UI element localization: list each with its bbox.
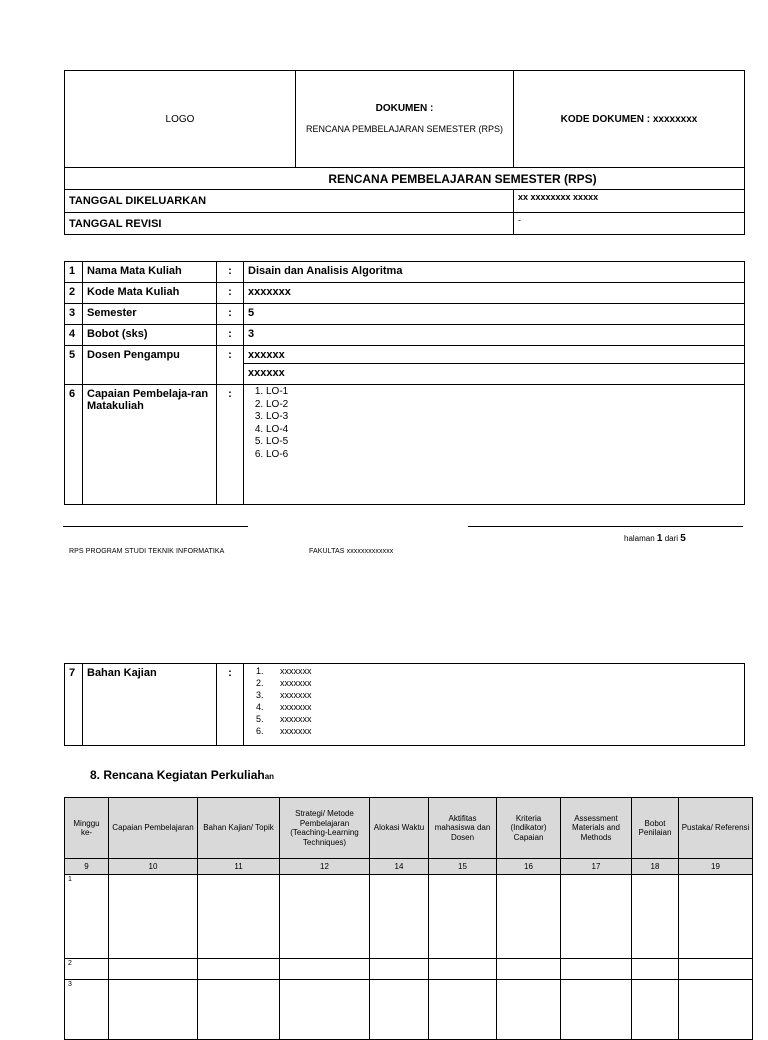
list-item: 2. xxxxxxx <box>266 677 740 689</box>
table-row <box>65 346 745 385</box>
row-number: 2 <box>65 283 83 304</box>
number-row <box>65 859 753 875</box>
week-number: 3 <box>65 980 109 1040</box>
dosen-pengampu-value-2: xxxxxx <box>248 367 285 379</box>
col-number: 11 <box>198 859 280 875</box>
list-item: 6. LO-6 <box>266 449 740 462</box>
logo-cell <box>65 71 296 168</box>
row-label: Semester <box>83 304 217 325</box>
col-number: 19 <box>679 859 753 875</box>
dosen-pengampu-cell <box>244 346 745 385</box>
list-item: 2. LO-2 <box>266 399 740 412</box>
row-number: 6 <box>65 385 83 505</box>
tanggal-dikeluarkan-label: TANGGAL DIKELUARKAN <box>65 190 514 213</box>
col-header-aktifitas: Aktifitas mahasiswa dan Dosen <box>429 798 497 859</box>
col-number: 16 <box>497 859 561 875</box>
course-info-table <box>64 261 745 505</box>
col-number: 15 <box>429 859 497 875</box>
bahan-kajian-list <box>248 665 740 737</box>
logo: LOGO <box>165 113 195 125</box>
header-row <box>65 798 753 859</box>
row-label: Kode Mata Kuliah <box>83 283 217 304</box>
row-colon: : <box>217 325 244 346</box>
dosen-pengampu-value: xxxxxx <box>244 346 744 364</box>
col-header-bahan-kajian: Bahan Kajian/ Topik <box>198 798 280 859</box>
col-number: 18 <box>632 859 679 875</box>
row-number: 1 <box>65 262 83 283</box>
row-colon: : <box>217 664 244 746</box>
table-row <box>65 959 753 980</box>
list-item: 4. LO-4 <box>266 424 740 437</box>
row-colon: : <box>217 283 244 304</box>
tanggal-revisi-label: TANGGAL REVISI <box>65 213 514 235</box>
dari-label: dari <box>664 534 679 543</box>
row-number: 4 <box>65 325 83 346</box>
col-number: 14 <box>370 859 429 875</box>
nama-mata-kuliah-value: Disain dan Analisis Algoritma <box>244 262 745 283</box>
rencana-kegiatan-table <box>64 797 753 1040</box>
week-number: 2 <box>65 959 109 980</box>
row-colon: : <box>217 262 244 283</box>
row-label: Bobot (sks) <box>83 325 217 346</box>
capaian-list <box>248 386 740 461</box>
row-number: 7 <box>65 664 83 746</box>
table-row <box>65 283 745 304</box>
kode-mata-kuliah-value: xxxxxxx <box>244 283 745 304</box>
capaian-list-cell <box>244 385 745 505</box>
table-row <box>65 664 745 746</box>
dokumen-title: RENCANA PEMBELAJARAN SEMESTER (RPS) <box>305 124 504 134</box>
bahan-kajian-table <box>64 663 745 746</box>
page-indicator <box>624 533 686 544</box>
row-label: Bahan Kajian <box>83 664 217 746</box>
table-row <box>65 875 753 959</box>
list-item: 5. LO-5 <box>266 436 740 449</box>
footer-prodi: RPS PROGRAM STUDI TEKNIK INFORMATIKA <box>69 548 225 555</box>
col-header-minggu: Minggu ke- <box>65 798 109 859</box>
footer-divider-left <box>63 526 248 527</box>
bahan-kajian-list-cell <box>244 664 745 746</box>
list-item: 3. LO-3 <box>266 411 740 424</box>
row-label: Nama Mata Kuliah <box>83 262 217 283</box>
tanggal-revisi-value: - <box>514 213 745 235</box>
tanggal-dikeluarkan-value: xx xxxxxxxx xxxxx <box>514 190 745 213</box>
section-8-title: 8. Rencana Kegiatan Perkuliahan <box>90 768 275 782</box>
halaman-label: halaman <box>624 534 655 543</box>
footer-divider-right <box>468 526 743 527</box>
list-item: 4. xxxxxxx <box>266 701 740 713</box>
col-number: 17 <box>561 859 632 875</box>
row-number: 3 <box>65 304 83 325</box>
row-label: Dosen Pengampu <box>83 346 217 385</box>
row-label: Capaian Pembelaja-ran Matakuliah <box>83 385 217 505</box>
kode-dokumen: KODE DOKUMEN : xxxxxxxx <box>514 71 745 168</box>
dokumen-label: DOKUMEN : <box>375 103 434 114</box>
col-header-bobot: Bobot Penilaian <box>632 798 679 859</box>
col-header-capaian: Capaian Pembelajaran <box>109 798 198 859</box>
bobot-value: 3 <box>244 325 745 346</box>
week-number: 1 <box>65 875 109 959</box>
col-number: 12 <box>280 859 370 875</box>
document-header <box>64 70 745 235</box>
list-item: 6. xxxxxxx <box>266 725 740 737</box>
row-colon: : <box>217 304 244 325</box>
list-item: 3. xxxxxxx <box>266 689 740 701</box>
table-row <box>65 980 753 1040</box>
row-colon: : <box>217 346 244 385</box>
footer-fakultas: FAKULTAS xxxxxxxxxxxxx <box>309 548 394 555</box>
table-row <box>65 385 745 505</box>
list-item: 5. xxxxxxx <box>266 713 740 725</box>
page-number: 1 <box>656 533 663 544</box>
row-colon: : <box>217 385 244 505</box>
col-header-assessment: Assessment Materials and Methods <box>561 798 632 859</box>
col-number: 10 <box>109 859 198 875</box>
col-header-pustaka: Pustaka/ Referensi <box>679 798 753 859</box>
col-header-kriteria: Kriteria (Indikator) Capaian <box>497 798 561 859</box>
dokumen-cell <box>296 71 514 168</box>
col-number: 9 <box>65 859 109 875</box>
rps-title: RENCANA PEMBELAJARAN SEMESTER (RPS) <box>65 168 745 190</box>
table-row <box>65 304 745 325</box>
list-item: 1. xxxxxxx <box>266 665 740 677</box>
semester-value: 5 <box>244 304 745 325</box>
table-row <box>65 325 745 346</box>
col-header-alokasi: Alokasi Waktu <box>370 798 429 859</box>
col-header-strategi: Strategi/ Metode Pembelajaran (Teaching-Learning Techniques) <box>280 798 370 859</box>
row-number: 5 <box>65 346 83 385</box>
list-item: 1. LO-1 <box>266 386 740 399</box>
page-total: 5 <box>680 533 686 544</box>
table-row <box>65 262 745 283</box>
